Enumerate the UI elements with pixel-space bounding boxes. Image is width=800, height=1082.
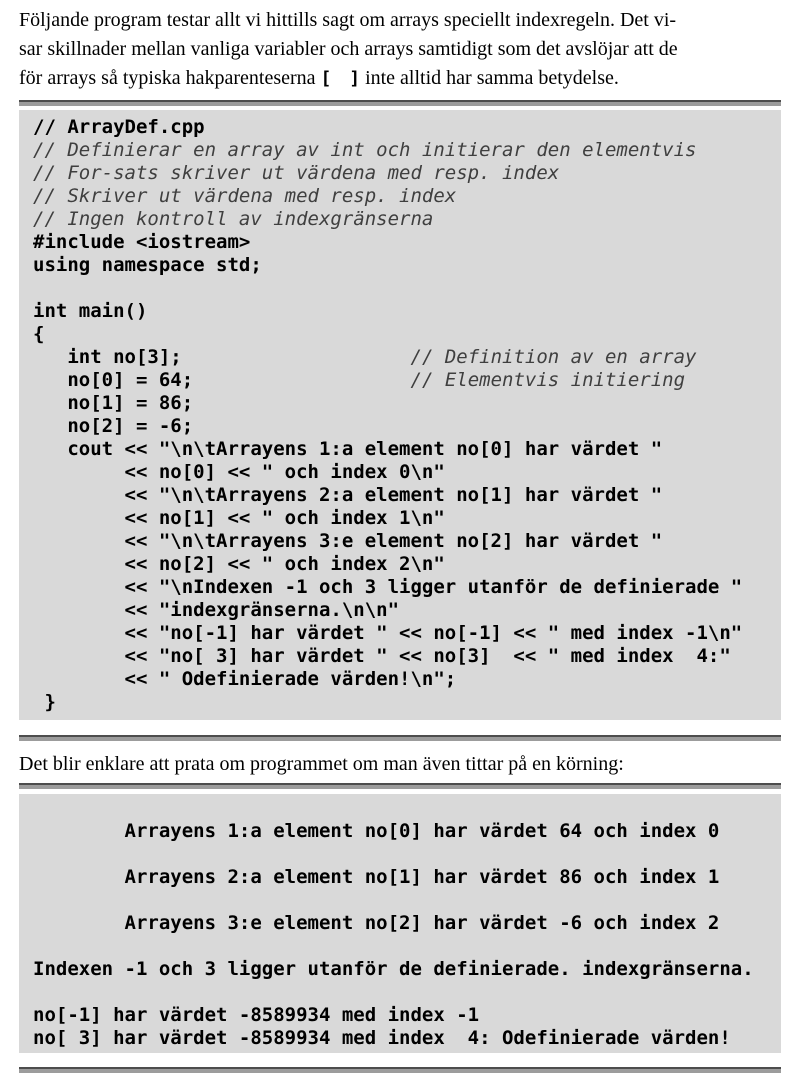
divider-rule-bottom — [19, 1067, 781, 1073]
code-line — [33, 346, 767, 369]
code-line — [33, 553, 767, 576]
output-line-segment: no[ 3] har värdet -8589934 med index 4: Odefinierade värden! — [33, 1027, 731, 1049]
run-note-paragraph: Det blir enklare att prata om programmet om man även tittar på en körning: — [19, 753, 624, 775]
code-line-segment — [182, 346, 411, 368]
output-line — [33, 912, 767, 935]
code-line-segment: << no[1] << " och index 1\n" — [33, 507, 445, 529]
code-line-segment: << "no[ 3] har värdet " << no[3] << " med index 4:" — [33, 645, 731, 667]
code-line — [33, 254, 767, 277]
code-line-segment: << no[0] << " och index 0\n" — [33, 461, 445, 483]
code-line — [33, 484, 767, 507]
text-line-segment: inte alltid har samma betydelse. — [360, 67, 619, 89]
code-line — [33, 139, 767, 162]
program-output-block — [19, 794, 781, 1053]
text-line-segment: sar skillnader mellan vanliga variabler och arrays samtidigt som det avslöjar att de — [19, 38, 678, 60]
code-line-segment: no[2] = -6; — [33, 415, 194, 437]
text-line — [19, 64, 781, 93]
code-line — [33, 231, 767, 254]
code-line-segment: no[1] = 86; — [33, 392, 194, 414]
output-line — [33, 797, 767, 820]
output-line — [33, 1027, 767, 1050]
code-line — [33, 392, 767, 415]
output-line — [33, 935, 767, 958]
code-line — [33, 185, 767, 208]
code-line — [33, 277, 767, 300]
code-line — [33, 622, 767, 645]
output-line — [33, 866, 767, 889]
output-line-segment: Arrayens 1:a element no[0] har värdet 64 och index 0 — [33, 820, 720, 842]
divider-rule-mid-1 — [19, 735, 781, 741]
code-line — [33, 507, 767, 530]
code-line-segment: << no[2] << " och index 2\n" — [33, 553, 445, 575]
code-line-segment: { — [33, 323, 45, 345]
code-line-segment: } — [33, 691, 56, 713]
code-line-segment: << "\nIndexen -1 och 3 ligger utanför de definierade " — [33, 576, 743, 598]
code-line-segment: cout << "\n\tArrayens 1:a element no[0] har värdet " — [33, 438, 663, 460]
code-line-segment: no[0] = 64; — [33, 369, 194, 391]
code-line-segment: // Definition av en array — [410, 346, 697, 368]
code-line-segment — [193, 369, 410, 391]
code-line — [33, 438, 767, 461]
code-block — [19, 110, 781, 720]
text-line-segment: Följande program testar allt vi hittills sagt om arrays speciellt indexregeln. Det vi- — [19, 9, 677, 31]
intro-paragraph — [19, 6, 781, 93]
code-line — [33, 323, 767, 346]
output-line — [33, 981, 767, 1004]
output-line-segment: Arrayens 3:e element no[2] har värdet -6 och index 2 — [33, 912, 720, 934]
code-line — [33, 461, 767, 484]
code-line — [33, 300, 767, 323]
code-line — [33, 116, 767, 139]
code-line-segment: #include <iostream> — [33, 231, 251, 253]
code-line-segment: // For-sats skriver ut värdena med resp. index — [33, 162, 560, 184]
divider-rule-top — [19, 100, 781, 106]
code-line-segment: // Elementvis initiering — [410, 369, 686, 391]
output-line — [33, 958, 767, 981]
text-line — [19, 35, 781, 64]
code-line-segment: << " Odefinierade värden!\n"; — [33, 668, 457, 690]
code-line — [33, 162, 767, 185]
code-line — [33, 576, 767, 599]
output-line-segment: Arrayens 2:a element no[1] har värdet 86 och index 1 — [33, 866, 720, 888]
output-line — [33, 820, 767, 843]
code-line-segment: << "no[-1] har värdet " << no[-1] << " med index -1\n" — [33, 622, 743, 644]
code-line — [33, 691, 767, 714]
output-line — [33, 1004, 767, 1027]
text-line-segment: [ ] — [320, 68, 361, 89]
code-line-segment: int no[3]; — [33, 346, 182, 368]
code-line — [33, 208, 767, 231]
text-line-segment: för arrays så typiska hakparenteserna — [19, 67, 321, 89]
code-line — [33, 645, 767, 668]
code-line-segment: << "\n\tArrayens 3:e element no[2] har värdet " — [33, 530, 663, 552]
code-line-segment: // Definierar en array av int och initierar den elementvis — [33, 139, 697, 161]
code-line — [33, 530, 767, 553]
output-line-segment: Indexen -1 och 3 ligger utanför de definierade. indexgränserna. — [33, 958, 754, 980]
output-line — [33, 843, 767, 866]
divider-rule-mid-2 — [19, 783, 781, 789]
text-line — [19, 6, 781, 35]
output-line — [33, 889, 767, 912]
code-line-segment: using namespace std; — [33, 254, 262, 276]
code-line-segment: int main() — [33, 300, 148, 322]
code-line-segment: // ArrayDef.cpp — [33, 116, 205, 138]
output-line-segment: no[-1] har värdet -8589934 med index -1 — [33, 1004, 480, 1026]
code-line — [33, 599, 767, 622]
code-line — [33, 415, 767, 438]
code-line-segment: // Ingen kontroll av indexgränserna — [33, 208, 434, 230]
code-line-segment: << "\n\tArrayens 2:a element no[1] har värdet " — [33, 484, 663, 506]
code-line — [33, 668, 767, 691]
code-line-segment: << "indexgränserna.\n\n" — [33, 599, 400, 621]
code-line — [33, 369, 767, 392]
code-line-segment: // Skriver ut värdena med resp. index — [33, 185, 457, 207]
